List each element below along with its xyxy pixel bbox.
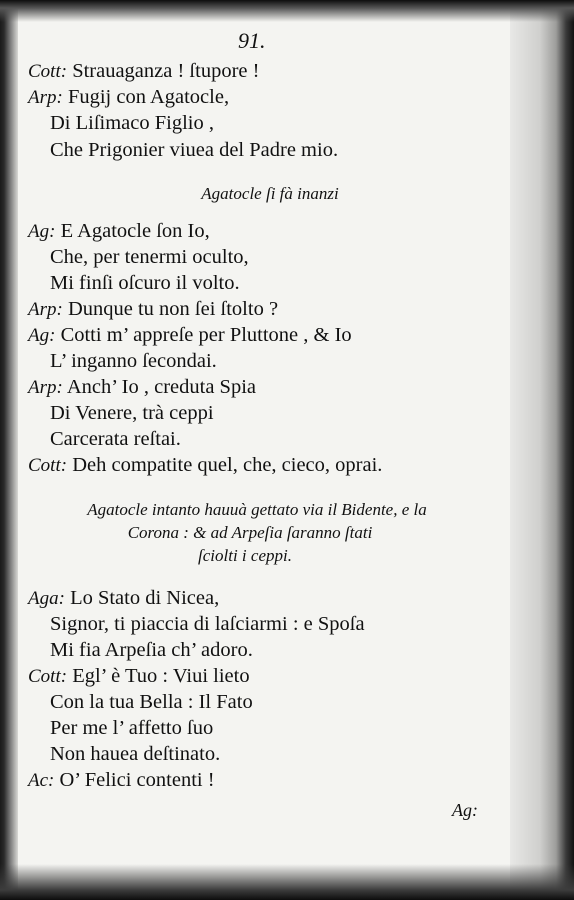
- speaker-label: Arp:: [28, 377, 63, 398]
- line-text: Deh compatite quel, che, cieco, oprai.: [72, 454, 383, 476]
- stage-direction: ſciolti i ceppi.: [198, 546, 292, 565]
- line-text: O’ Felici contenti !: [59, 769, 215, 791]
- line-text: Di Liſimaco Figlio ,: [50, 112, 214, 134]
- line-text: Mi fia Arpeſia ch’ adoro.: [50, 639, 253, 661]
- line-text: Carcerata reſtai.: [50, 428, 181, 450]
- script-line: [50, 270, 240, 296]
- line-text: Che Prigonier viuea del Padre mio.: [50, 139, 339, 161]
- script-line: [28, 585, 219, 612]
- script-line: [50, 400, 214, 426]
- script-line: [50, 137, 338, 163]
- script-line: [50, 689, 253, 715]
- script-line: [28, 296, 278, 323]
- speaker-label: Arp:: [28, 87, 63, 108]
- script-line: [28, 374, 256, 401]
- speaker-label: Aga:: [28, 588, 65, 609]
- speaker-label: Ag:: [28, 221, 56, 242]
- line-text: Anch’ Io , creduta Spia: [66, 376, 257, 398]
- speaker-label: Cott:: [28, 666, 68, 687]
- script-line: [28, 452, 382, 479]
- line-text: Con la tua Bella : Il Fato: [50, 691, 253, 713]
- line-text: Lo Stato di Nicea,: [70, 587, 220, 609]
- catchword: Ag:: [452, 800, 478, 820]
- line-text: Non hauea deſtinato.: [50, 743, 221, 765]
- stage-direction: Agatocle intanto hauuà gettato via il Bidente, e la: [87, 500, 427, 519]
- script-line: [28, 322, 352, 349]
- script-line: [50, 110, 214, 136]
- line-text: Per me l’ affetto ſuo: [50, 717, 214, 739]
- script-line: [28, 218, 210, 245]
- line-text: L’ inganno ſecondai.: [50, 350, 217, 372]
- speaker-label: Arp:: [28, 299, 63, 320]
- line-text: Egl’ è Tuo : Viui lieto: [72, 665, 250, 687]
- line-text: Dunque tu non ſei ſtolto ?: [67, 298, 279, 320]
- line-text: Di Venere, trà ceppi: [50, 402, 214, 424]
- stage-direction: Corona : & ad Arpeſia ſaranno ſtati: [127, 523, 373, 542]
- script-line: [50, 426, 181, 452]
- speaker-label: Cott:: [28, 61, 68, 82]
- script-line: [50, 244, 249, 270]
- script-line: [28, 767, 215, 794]
- line-text: Signor, ti piaccia di laſciarmi : e Spoſa: [50, 613, 365, 635]
- page-number: 91.: [238, 28, 266, 53]
- stage-direction: Agatocle ſi fà inanzi: [201, 184, 339, 203]
- speaker-label: Ac:: [28, 770, 55, 791]
- script-line: [50, 715, 213, 741]
- line-text: Cotti m’ appreſe per Pluttone , & Io: [60, 324, 352, 346]
- script-line: [50, 637, 253, 663]
- line-text: Mi finſi oſcuro il volto.: [50, 272, 240, 294]
- script-line: [50, 348, 217, 374]
- line-text: Fugij con Agatocle,: [67, 86, 230, 108]
- line-text: Che, per tenermi oculto,: [50, 246, 249, 268]
- speaker-label: Ag:: [28, 325, 56, 346]
- script-line: [28, 663, 250, 690]
- script-line: [28, 58, 259, 85]
- line-text: E Agatocle ſon Io,: [60, 220, 210, 242]
- line-text: Strauaganza ! ſtupore !: [72, 60, 260, 82]
- script-line: [50, 611, 365, 637]
- speaker-label: Cott:: [28, 455, 68, 476]
- script-line: [50, 741, 220, 767]
- script-line: [28, 84, 229, 111]
